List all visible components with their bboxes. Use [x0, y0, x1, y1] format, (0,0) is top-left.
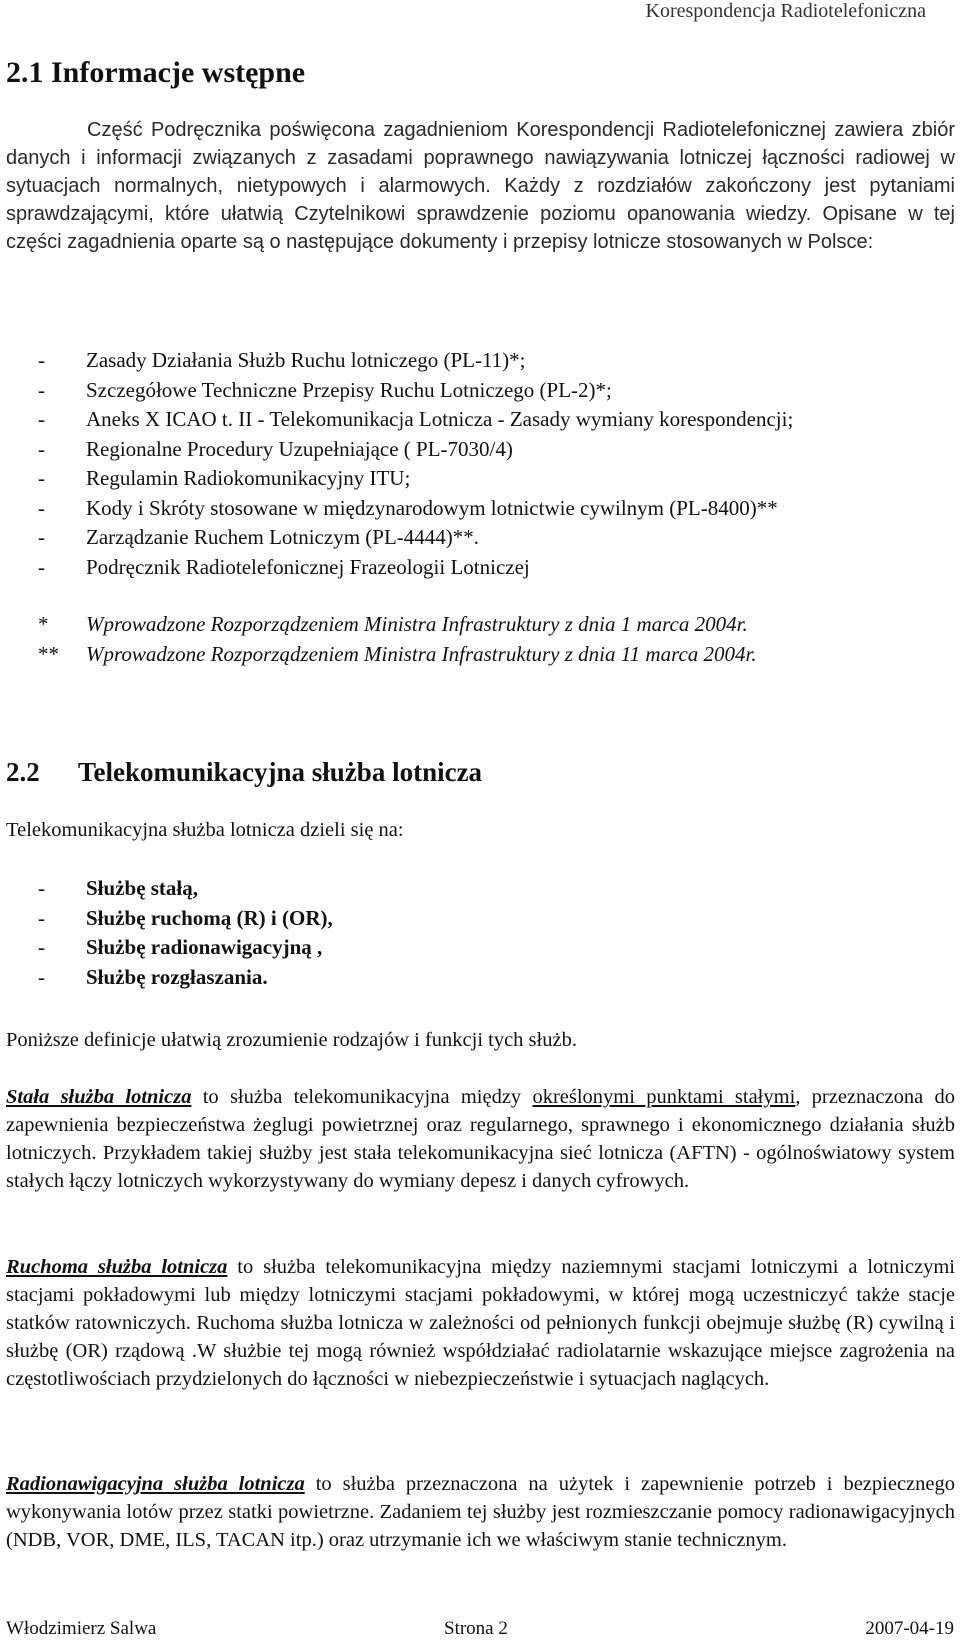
list-item [38, 494, 793, 524]
document-title: Regionalne Procedury Uzupełniające ( PL-7030/4) [86, 436, 513, 461]
footnote-mark: * [38, 612, 49, 636]
list-dash: - [38, 876, 45, 900]
list-item [38, 523, 793, 553]
definition-text: to służba telekomunikacyjna między naziemnymi stacjami lotniczymi a lotniczymi stacjami pokładowymi lub między lotniczymi stacjami pokładowymi, w której mogą uczestniczyć także stacje statków ratowniczych. Ruchoma służba lotnicza w zależności od pełnionych funkcji obejmuje służbę (R) cywilną i służbę (OR) rządową .W służbie tej mogą również współdziałać radiolatarnie wskazujące miejsce zagrożenia na częstotliwościach przydzielonych do łączności w niebezpieczeństwie i sytuacjach naglących. [6, 1256, 955, 1390]
definition-term: Radionawigacyjna służba lotnicza [6, 1473, 305, 1495]
service-name: Służbę rozgłaszania. [86, 964, 268, 989]
list-dash: - [38, 377, 45, 402]
list-item [38, 963, 333, 993]
list-item [38, 874, 333, 904]
footnotes [38, 609, 757, 669]
footer-date: 2007-04-19 [865, 1618, 954, 1639]
footer-author: Włodzimierz Salwa [6, 1618, 157, 1639]
section-number: 2.2 [6, 757, 40, 787]
definition-term: Ruchoma służba lotnicza [6, 1256, 228, 1278]
list-item [38, 464, 793, 494]
intro-paragraph: Część Podręcznika poświęcona zagadnieniom Korespondencji Radiotelefonicznej zawiera zbiór danych i informacji związanych z zasadami poprawnego nawiązywania lotniczej łączności radiowej w sytuacjach normalnych, nietypowych i alarmowych. Każdy z rozdziałów zakończony jest pytaniami sprawdzającymi, które ułatwią Czytelnikowi sprawdzenie poziomu opanowania wiedzy. Opisane w tej części zagadnienia oparte są o następujące dokumenty i przepisy lotnicze stosowanych w Polsce: [6, 119, 955, 253]
list-item [38, 553, 793, 583]
footnote-text: Wprowadzone Rozporządzeniem Ministra Infrastruktury z dnia 1 marca 2004r. [86, 612, 748, 636]
footnote [38, 639, 757, 669]
list-item [38, 405, 793, 435]
document-title: Zasady Działania Służb Ruchu lotniczego (PL-11)*; [86, 348, 526, 372]
footnote-text: Wprowadzone Rozporządzeniem Ministra Infrastruktury z dnia 11 marca 2004r. [86, 642, 757, 666]
document-title: Zarządzanie Ruchem Lotniczym (PL-4444)**. [86, 525, 480, 549]
list-dash: - [38, 905, 45, 930]
services-lead: Telekomunikacyjna służba lotnicza dzieli się na: [6, 819, 404, 841]
services-list [38, 874, 333, 992]
list-item [38, 435, 793, 465]
definition-fixed-service [6, 1083, 955, 1195]
definition-mobile-service [6, 1253, 955, 1393]
definition-text: to służba telekomunikacyjna między [191, 1086, 533, 1108]
list-dash: - [38, 407, 45, 431]
list-dash: - [38, 436, 45, 461]
underlined-phrase: określonymi punktami stałymi [532, 1086, 796, 1108]
list-item [38, 346, 793, 376]
section-heading-2-1: 2.1 Informacje wstępne [6, 56, 306, 89]
footer-page-number: Strona 2 [444, 1618, 508, 1639]
document-title: Regulamin Radiokomunikacyjny ITU; [86, 466, 411, 490]
service-name: Służbę radionawigacyjną , [86, 935, 323, 959]
list-dash: - [38, 964, 45, 989]
running-header: Korespondencja Radiotelefoniczna [645, 0, 926, 22]
definitions-intro: Poniższe definicje ułatwią zrozumienie rodzajów i funkcji tych służb. [6, 1029, 577, 1051]
section-heading-2-2 [6, 756, 482, 788]
documents-list [38, 346, 793, 582]
document-title: Szczegółowe Techniczne Przepisy Ruchu Lotniczego (PL-2)*; [86, 377, 612, 402]
definition-term: Stała służba lotnicza [6, 1086, 192, 1108]
list-dash: - [38, 554, 45, 579]
list-item [38, 904, 333, 934]
document-title: Kody i Skróty stosowane w międzynarodowym lotnictwie cywilnym (PL-8400)** [86, 495, 778, 520]
service-name: Służbę stałą, [86, 876, 199, 900]
list-item [38, 933, 333, 963]
list-dash: - [38, 525, 45, 549]
service-name: Służbę ruchomą (R) i (OR), [86, 905, 333, 930]
section-title: Telekomunikacyjna służba lotnicza [78, 757, 483, 787]
footnote [38, 609, 757, 639]
list-item [38, 376, 793, 406]
list-dash: - [38, 348, 45, 372]
list-dash: - [38, 935, 45, 959]
list-dash: - [38, 495, 45, 520]
definition-text: to służba przeznaczona na użytek i zapewnienie potrzeb i bezpiecznego wykonywania lotów przez statki powietrzne. Zadaniem tej służby jest rozmieszczanie pomocy radionawigacyjnych (NDB, VOR, DME, ILS, TACAN itp.) oraz utrzymanie ich we właściwym stanie technicznym. [6, 1473, 955, 1551]
document-title: Podręcznik Radiotelefonicznej Frazeologii Lotniczej [86, 554, 530, 579]
list-dash: - [38, 466, 45, 490]
page-footer [6, 1618, 954, 1640]
document-title: Aneks X ICAO t. II - Telekomunikacja Lotnicza - Zasady wymiany korespondencji; [86, 407, 794, 431]
definition-text: , przeznaczona do zapewnienia bezpieczeństwa żeglugi powietrznej oraz regularnego, sprawnego i ekonomicznego działania służb lotniczych. Przykładem takiej służby jest stała telekomunikacyjna sieć lotnicza (AFTN) - ogólnoświatowy system stałych łączy lotniczych wykorzystywany do wymiany depesz i danych cyfrowych. [6, 1086, 955, 1192]
footnote-mark: ** [38, 642, 59, 666]
definition-radionav-service [6, 1470, 955, 1554]
